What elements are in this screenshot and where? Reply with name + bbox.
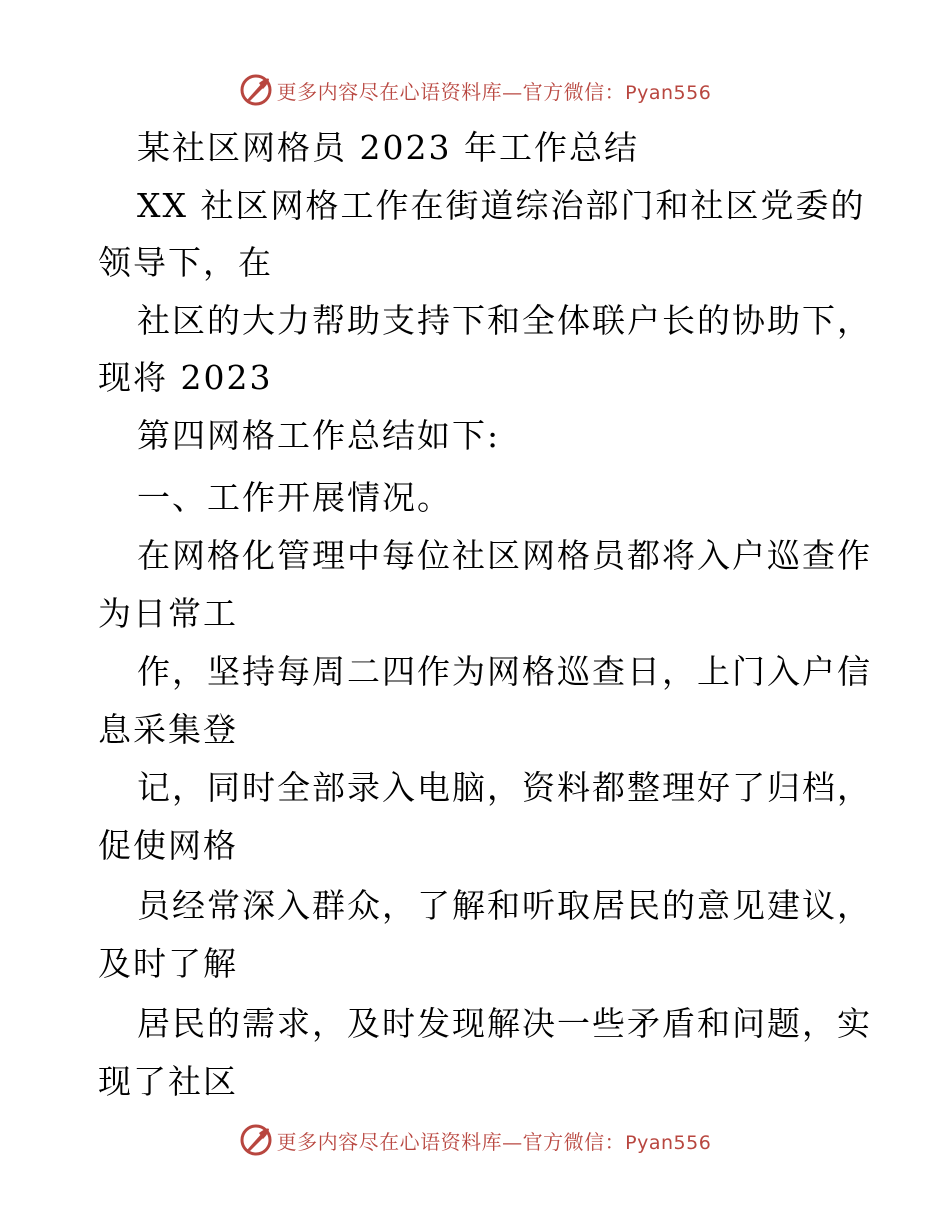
text-line: 社区的大力帮助支持下和全体联户长的协助下， bbox=[137, 301, 872, 340]
text-line: 居民的需求，及时发现解决一些矛盾和问题，实 bbox=[137, 1004, 872, 1043]
banner-text-cn: 更多内容尽在心语资料库—官方微信： bbox=[276, 79, 626, 104]
text-line: 促使网格 bbox=[98, 826, 238, 865]
text-line: 为日常工 bbox=[98, 594, 238, 633]
banner-text-cn: 更多内容尽在心语资料库—官方微信： bbox=[276, 1129, 626, 1154]
text-line: 息采集登 bbox=[98, 710, 238, 749]
banner-text bbox=[277, 76, 712, 105]
banner-wechat-id: Pyan556 bbox=[625, 1131, 712, 1154]
feather-quill-logo-icon bbox=[239, 73, 273, 107]
banner-text bbox=[277, 1126, 712, 1155]
text-line: 在网格化管理中每位社区网格员都将入户巡查作 bbox=[137, 536, 872, 575]
text-line: 及时了解 bbox=[98, 944, 238, 983]
section-heading: 一、工作开展情况。 bbox=[137, 478, 452, 517]
banner-wechat-id: Pyan556 bbox=[625, 81, 712, 104]
document-title: 某社区网格员 2023 年工作总结 bbox=[137, 128, 639, 167]
text-line: 作，坚持每周二四作为网格巡查日，上门入户信 bbox=[137, 652, 872, 691]
footer-banner[interactable] bbox=[0, 1120, 950, 1160]
text-line: 记，同时全部录入电脑，资料都整理好了归档， bbox=[137, 768, 872, 807]
text-line: 第四网格工作总结如下: bbox=[137, 416, 501, 455]
text-line: 领导下，在 bbox=[98, 243, 273, 282]
text-line: 现了社区 bbox=[98, 1062, 238, 1101]
text-line: XX 社区网格工作在街道综治部门和社区党委的 bbox=[137, 186, 866, 225]
feather-quill-logo-icon bbox=[239, 1123, 273, 1157]
text-line: 现将 2023 bbox=[98, 358, 273, 397]
text-line: 员经常深入群众，了解和听取居民的意见建议， bbox=[137, 886, 872, 925]
header-banner[interactable] bbox=[0, 70, 950, 110]
